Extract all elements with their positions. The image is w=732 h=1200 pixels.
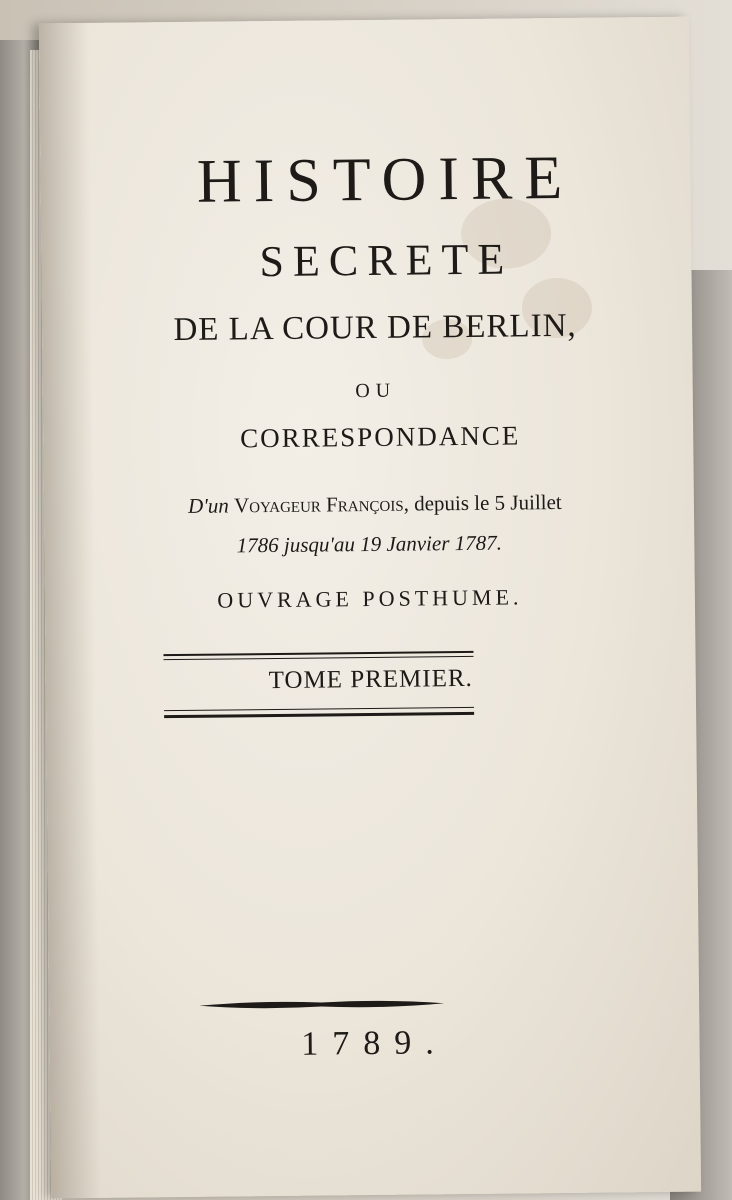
description-suffix: , depuis le 5 Juillet [403,489,562,516]
rule-top-thin [164,656,474,660]
description-prefix: D'un [187,493,229,518]
description [44,489,700,521]
dates: 1786 jusqu'au 19 Janvier 1787. [236,530,503,558]
year: 1789. [301,1024,449,1063]
title-line-2: SECRETE [259,234,514,287]
work-type: OUVRAGE POSTHUME. [217,584,523,613]
conjunction: OU [355,379,397,403]
title-line-1: HISTOIRE [196,143,575,216]
title-page [39,17,701,1199]
rule-bottom [164,712,474,718]
rule-top [163,651,473,656]
title-line-3: DE LA COUR DE BERLIN, [173,307,577,349]
ornament-rule [199,997,444,1012]
subtitle: CORRESPONDANCE [240,420,521,454]
rule-bottom-thin [164,707,474,711]
description-smallcaps: Voyageur François [233,491,404,518]
volume-label: TOME PREMIER. [268,664,473,695]
